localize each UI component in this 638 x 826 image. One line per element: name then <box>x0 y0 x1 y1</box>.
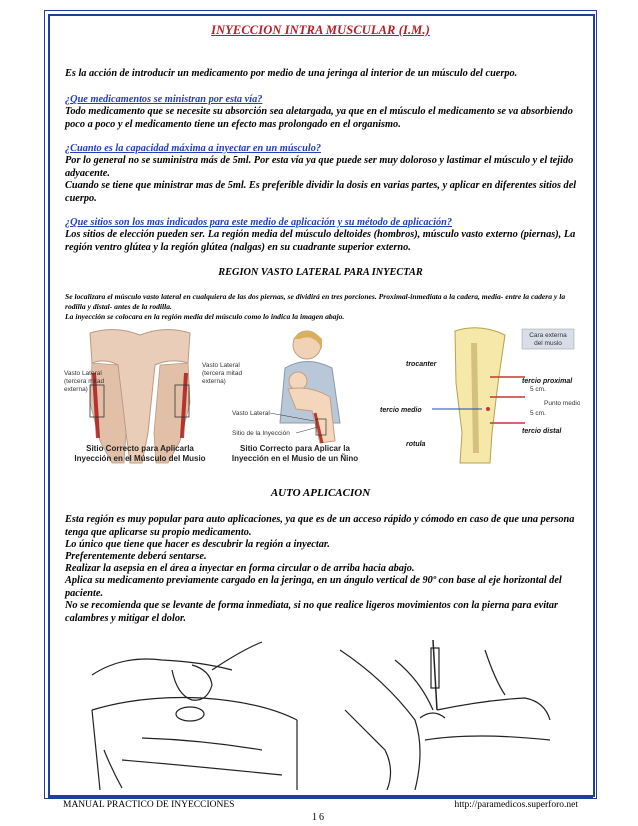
region-description-2: La inyección se colocara en la región media del músculo como lo indica la imagen abajo. <box>65 312 345 321</box>
answer-capacidad: Por lo general no se suministra más de 5ml. Por esta vía ya que puede ser muy doloroso y lastimar el músculo y el tejido adyacente. <box>65 155 574 179</box>
footer-divider <box>48 797 593 798</box>
auto-heading: AUTO APLICACION <box>270 487 371 499</box>
label-tercio-proximal: tercio proximal <box>522 378 573 385</box>
label-trocanter: trocanter <box>406 361 437 368</box>
page-title: INYECCION INTRA MUSCULAR (I.M.) <box>211 23 430 37</box>
label-5cm-a: 5 cm. <box>530 386 546 393</box>
auto-paragraph-1: Esta región es muy popular para auto aplicaciones, ya que es de un acceso rápido y cómodo en caso de que una persona tenga que aplicarse su propio medicamento. <box>65 514 575 538</box>
self-injection-illustration-left <box>82 640 312 790</box>
auto-paragraph-5: Aplica su medicamento previamente cargado en la jeringa, en un ángulo vertical de 90º con base al eje horizontal del paciente. <box>65 575 562 599</box>
label-tercio-distal: tercio distal <box>522 428 562 435</box>
child-illustration <box>232 331 358 463</box>
answer-sitios: Los sitios de elección pueden ser. La región media del músculo deltoides (hombros), músculo vasto externo (piernas), La región ventro glútea y la región glútea (nalgas) en su cuadrante superior externo. <box>65 229 576 253</box>
region-description: Se localizara el músculo vasto lateral en cualquiera de las dos piernas, se dividirá en tres porciones. Proximal-inmediata a la cadera, media- entre la cadera y la rodilla y distal- antes de la rodilla. <box>65 292 566 311</box>
auto-paragraph-3: Preferentemente deberá sentarse. <box>65 551 207 562</box>
intro-paragraph: Es la acción de introducir un medicamento por medio de una jeringa al interior de un músculo del cuerpo. <box>65 68 518 79</box>
self-injection-illustration-right <box>325 640 555 790</box>
answer-medicamentos: Todo medicamento que se necesite su absorción sea aletargada, ya que en el músculo el medicamento se va absorbiendo poco a poco y el medicamento tiene un efecto mas prolongado en el organismo. <box>65 106 573 130</box>
label-cara-externa-1: Cara externa <box>529 332 567 339</box>
label-cara-externa-2: del muslo <box>534 340 562 347</box>
caption-child-2: Inyección en el Musio de un Ñino <box>231 454 359 463</box>
auto-paragraph-4: Realizar la asepsia en el área a inyectar en forma circular o de arriba hacia abajo. <box>65 563 415 574</box>
label-sitio-inyeccion: Sitio de la Inyección <box>232 430 290 437</box>
label-vasto-right-1: Vasto Lateral <box>202 362 240 369</box>
answer-capacidad-2: Cuando se tiene que ministrar mas de 5ml. Es preferible dividir la dosis en varias partes, y aplicar en diferentes sitios del cuerpo. <box>65 180 577 204</box>
footer-manual-title: MANUAL PRACTICO DE INYECCIONES <box>63 800 235 810</box>
label-vasto-right-3: externa) <box>202 378 226 385</box>
footer-website: http://paramedicos.superforo.net <box>454 800 578 810</box>
label-tercio-medio: tercio medio <box>380 407 422 414</box>
label-vasto-left-1: Vasto Lateral <box>64 370 102 377</box>
label-vasto-left-3: externa) <box>64 386 88 393</box>
auto-paragraph-2: Lo único que tiene que hacer es descubrir la región a inyectar. <box>65 539 330 550</box>
label-vasto-child: Vasto Lateral <box>232 410 270 417</box>
thigh-diagram <box>380 328 580 463</box>
page-number: 16 <box>312 812 326 823</box>
auto-paragraph-6: No se recomienda que se levante de forma inmediata, si no que realice ligeros movimientos con la pierna para evitar calambres y mitigar el dolor. <box>65 600 559 624</box>
label-rotula: rotula <box>406 441 426 448</box>
label-5cm-b: 5 cm. <box>530 410 546 417</box>
vasto-lateral-figure <box>60 323 580 471</box>
label-vasto-left-2: (tercera mitad <box>64 378 105 385</box>
question-capacidad: ¿Cuanto es la capacidad máxima a inyectar en un músculo? <box>65 143 322 154</box>
caption-adult-2: Inyección en el Músculo del Musio <box>74 454 206 463</box>
label-punto-medio: Punto medio <box>544 400 580 407</box>
caption-child-1: Sitio Correcto para Aplicar la <box>240 444 350 453</box>
region-heading: REGION VASTO LATERAL PARA INYECTAR <box>218 267 423 278</box>
thigh-illustration <box>60 323 242 471</box>
question-medicamentos: ¿Que medicamentos se ministran por esta vía? <box>65 94 263 105</box>
label-vasto-right-2: (tercera mitad <box>202 370 243 377</box>
question-sitios: ¿Que sitios son los mas indicados para este medio de aplicación y su método de aplicación? <box>65 217 452 228</box>
caption-adult-1: Sitio Correcto para Aplicarla <box>86 444 194 453</box>
